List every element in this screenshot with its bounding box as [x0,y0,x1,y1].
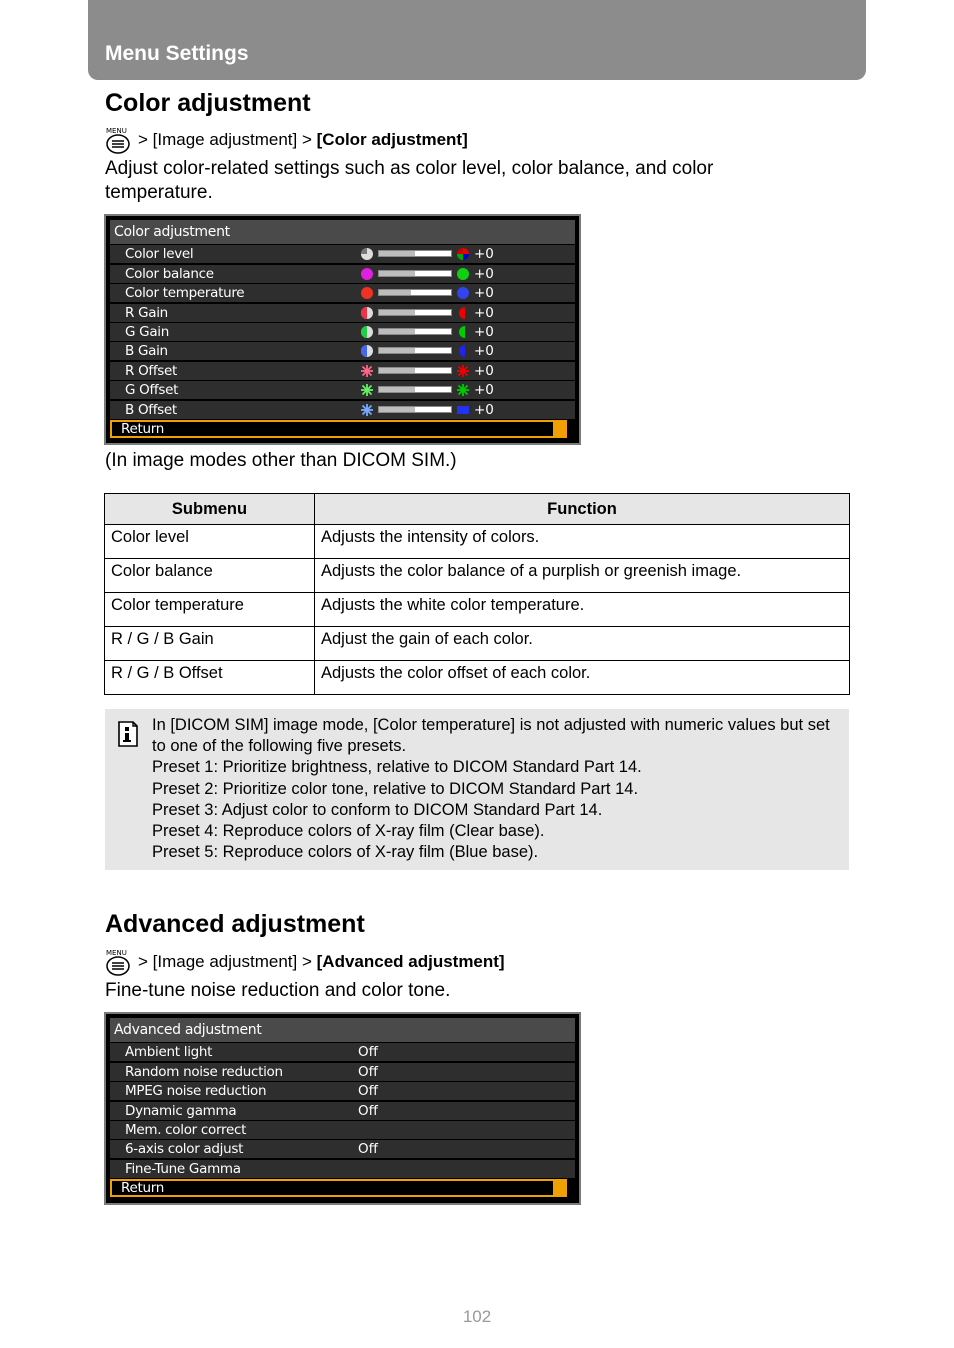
light-blue-star-icon [360,403,374,417]
osd-row-value: +0 [474,285,494,302]
osd-row-label: Fine-Tune Gamma [125,1160,241,1177]
red-star-icon [456,364,470,378]
osd-row-r-offset[interactable] [110,362,575,380]
note-line: Preset 1: Prioritize brightness, relative to DICOM Standard Part 14. [152,758,642,777]
osd-row-label: Color balance [125,265,214,282]
note-icon [116,720,140,748]
osd-row-value: Off [358,1063,378,1080]
osd-row-value: Off [358,1102,378,1119]
blue-half-circle-icon [360,344,374,358]
slider-track[interactable] [378,270,452,277]
color-menu-path [105,126,468,154]
magenta-dot-icon [360,267,374,281]
note-line: Preset 4: Reproduce colors of X-ray film (Clear base). [152,822,545,841]
selection-highlight [110,420,567,438]
osd-row-label: Dynamic gamma [125,1102,237,1119]
blue-square-icon [456,403,470,417]
osd-row-label: Ambient light [125,1044,213,1061]
osd-row-g-offset[interactable] [110,381,575,399]
green-star-icon [456,383,470,397]
osd-row-label: B Offset [125,401,177,418]
osd-row-value: +0 [474,401,494,418]
osd-return-label: Return [121,420,164,437]
selection-highlight [110,1179,567,1197]
osd-row-label: MPEG noise reduction [125,1083,267,1100]
slider-track[interactable] [378,250,452,257]
osd-row-r-gain[interactable] [110,304,575,322]
advanced-adjustment-heading: Advanced adjustment [105,910,365,938]
osd-row-fine-tune-gamma[interactable] [110,1160,575,1178]
table-header: Function [315,494,850,525]
osd-row-label: R Gain [125,304,168,321]
blue-half-icon [456,344,470,358]
table-header-row [105,494,850,525]
osd-row-b-gain[interactable] [110,342,575,360]
osd-caption: (In image modes other than DICOM SIM.) [105,450,457,471]
osd-row-b-offset[interactable] [110,401,575,419]
slider-track[interactable] [378,386,452,393]
osd-return-label: Return [121,1180,164,1197]
table-row [105,559,850,593]
note-line: Preset 3: Adjust color to conform to DICOM Standard Part 14. [152,800,603,819]
green-half-circle-icon [360,325,374,339]
table-row [105,525,850,559]
table-header: Submenu [105,494,315,525]
osd-row-value: +0 [474,265,494,282]
blue-dot-icon [456,286,470,300]
table-cell: R / G / B Gain [105,627,315,661]
note-line: In [DICOM SIM] image mode, [Color temperature] is not adjusted with numeric values but set to one of the following five presets. [152,716,830,756]
red-half-icon [456,306,470,320]
pink-star-icon [360,364,374,378]
submenu-function-table [104,493,850,695]
light-green-star-icon [360,383,374,397]
advanced-menu-path [105,948,505,976]
osd-title: Advanced adjustment [110,1018,575,1042]
advanced-description: Fine-tune noise reduction and color tone. [105,980,451,1001]
osd-row-color-balance[interactable] [110,265,575,283]
osd-row-value: +0 [474,343,494,360]
osd-row-label: Color temperature [125,285,245,302]
osd-row-color-temperature[interactable] [110,284,575,302]
osd-row-ambient-light[interactable] [110,1043,575,1061]
path-prefix: > [Image adjustment] > [138,952,312,971]
path-prefix: > [Image adjustment] > [138,130,312,149]
color-description: Adjust color-related settings such as color level, color balance, and color temperature. [105,158,714,203]
osd-row-label: R Offset [125,362,178,379]
path-current: [Advanced adjustment] [316,952,505,971]
osd-row-value: +0 [474,323,494,340]
green-half-icon [456,325,470,339]
svg-text:MENU: MENU [106,949,127,957]
green-dot-icon [456,267,470,281]
table-row [105,593,850,627]
slider-track[interactable] [378,347,452,354]
svg-text:MENU: MENU [106,127,127,135]
header-bar [88,0,866,80]
menu-icon [105,126,131,154]
slider-track[interactable] [378,289,452,296]
slider-track[interactable] [378,367,452,374]
osd-title: Color adjustment [110,220,575,244]
slider-track[interactable] [378,309,452,316]
table-row [105,661,850,695]
table-cell: Adjusts the color offset of each color. [315,661,850,695]
osd-row-g-gain[interactable] [110,323,575,341]
osd-row-random-noise-reduction[interactable] [110,1063,575,1081]
osd-row-label: Mem. color correct [125,1121,247,1138]
color-adjustment-osd [104,214,581,445]
note-text [152,715,842,863]
note-line: Preset 2: Prioritize color tone, relative to DICOM Standard Part 14. [152,779,639,798]
osd-row-6-axis-color-adjust[interactable] [110,1140,575,1158]
advanced-adjustment-osd [104,1012,581,1205]
table-cell: R / G / B Offset [105,661,315,695]
slider-track[interactable] [378,328,452,335]
osd-row-label: Color level [125,246,194,263]
osd-row-value: Off [358,1141,378,1158]
page-number: 102 [462,1307,492,1326]
osd-row-dynamic-gamma[interactable] [110,1102,575,1120]
osd-row-value: +0 [474,304,494,321]
color-level-low-icon [360,247,374,261]
header-title: Menu Settings [105,42,249,65]
osd-row-label: G Offset [125,382,179,399]
table-cell: Color level [105,525,315,559]
color-adjustment-heading: Color adjustment [105,89,311,117]
osd-return-item[interactable] [110,420,575,438]
table-row [105,627,850,661]
osd-row-color-level[interactable] [110,245,575,263]
red-dot-icon [360,286,374,300]
table-cell: Color balance [105,559,315,593]
table-cell: Adjusts the white color temperature. [315,593,850,627]
osd-row-mem-color-correct[interactable] [110,1121,575,1139]
osd-row-label: G Gain [125,323,169,340]
osd-row-value: +0 [474,382,494,399]
slider-track[interactable] [378,406,452,413]
table-cell: Adjust the gain of each color. [315,627,850,661]
note-box [105,709,849,870]
osd-row-value: Off [358,1083,378,1100]
table-cell: Color temperature [105,593,315,627]
color-level-high-icon [456,247,470,261]
menu-icon [105,948,131,976]
osd-row-value: Off [358,1044,378,1061]
osd-return-item[interactable] [110,1179,575,1197]
osd-row-label: B Gain [125,343,168,360]
osd-row-value: +0 [474,246,494,263]
path-current: [Color adjustment] [316,130,468,149]
red-half-circle-icon [360,306,374,320]
table-cell: Adjusts the intensity of colors. [315,525,850,559]
osd-row-mpeg-noise-reduction[interactable] [110,1082,575,1100]
note-line: Preset 5: Reproduce colors of X-ray film (Blue base). [152,843,539,862]
table-cell: Adjusts the color balance of a purplish or greenish image. [315,559,850,593]
osd-row-label: Random noise reduction [125,1063,283,1080]
osd-row-value: +0 [474,362,494,379]
osd-row-label: 6-axis color adjust [125,1141,244,1158]
